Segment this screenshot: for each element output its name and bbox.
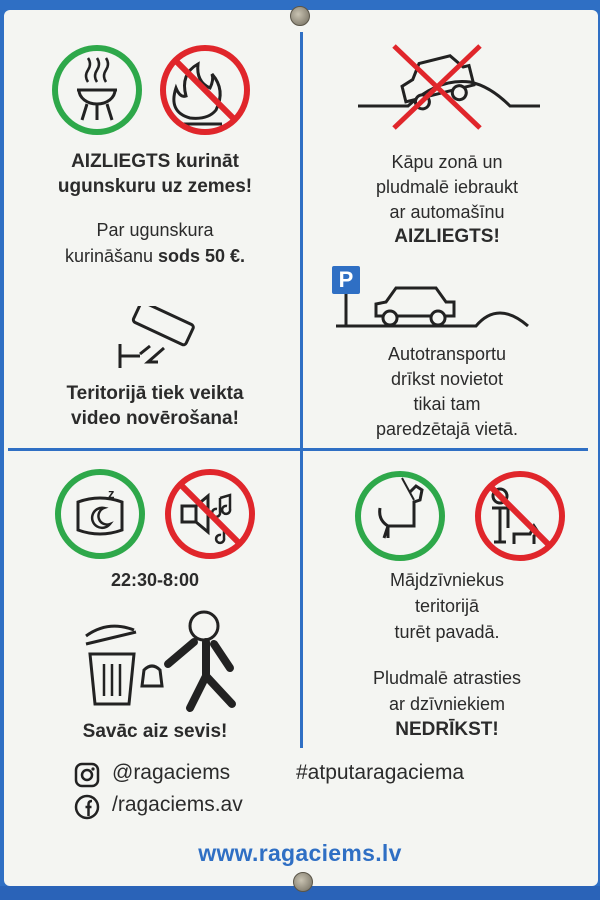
video-surveillance-line2: video novērošana! [71, 408, 239, 429]
video-surveillance-line1: Teritorijā tiek veikta [66, 383, 244, 404]
vertical-divider [300, 32, 303, 748]
litter-icons [80, 606, 250, 714]
instagram-icon [74, 762, 100, 788]
pets-text-line4: Pludmalē atrasties [372, 668, 522, 688]
fire-icons [50, 42, 260, 142]
pets-text-line2: teritorijā [414, 596, 480, 616]
pets-text-line5: ar dzīvniekiem [388, 694, 506, 714]
parking-text-line1: Autotransportu [387, 344, 507, 364]
parking-text-line3: tikai tam [413, 394, 481, 414]
fire-fine-line2 [20, 244, 290, 268]
no-pets-on-beach-icon [478, 474, 562, 558]
quiet-hours-time: 22:30-8:00 [110, 570, 200, 590]
dunes-text-line1: Kāpu zonā un [391, 152, 503, 172]
dunes-text-line3: ar automašīnu [389, 202, 505, 222]
no-driving-on-dunes-icon [356, 42, 546, 134]
parking-text-line2: drīkst novietot [390, 369, 504, 389]
pet-icons [354, 470, 566, 564]
litter-text: Savāc aiz sevis! [82, 721, 228, 742]
instagram-handle[interactable]: @ragaciems [112, 761, 231, 784]
trash-bin-icon [86, 626, 136, 704]
no-open-fire-icon [163, 48, 247, 132]
website-link[interactable]: www.ragaciems.lv [198, 840, 402, 866]
person-with-bag-icon [142, 612, 232, 708]
pets-text-line3: turēt pavadā. [394, 622, 500, 642]
quiet-hours-icons [54, 468, 264, 564]
fire-ban-line1: AIZLIEGTS kurināt [71, 151, 239, 172]
sleep-allowed-icon [58, 472, 142, 556]
dunes-ban-label: AIZLIEGTS! [394, 226, 500, 247]
grill-allowed-icon [55, 48, 139, 132]
cctv-camera-icon [112, 306, 198, 372]
facebook-handle[interactable]: /ragaciems.av [112, 793, 243, 816]
sleep-z-icon: z [108, 486, 115, 501]
pets-ban-label: NEDRĪKST! [395, 719, 499, 740]
fire-fine-amount: sods 50 €. [158, 246, 246, 266]
parked-car-icon [332, 276, 532, 332]
bottom-bolt [293, 872, 313, 892]
facebook-icon [74, 794, 100, 820]
fire-ban-line2: ugunskuru uz zemes! [57, 176, 253, 197]
dunes-text-line2: pludmalē iebraukt [375, 177, 519, 197]
pets-text-line1: Mājdzīvniekus [389, 570, 505, 590]
parking-text-line4: paredzētajā vietā. [375, 419, 519, 439]
no-loud-music-icon [168, 472, 252, 556]
horizontal-divider [8, 448, 588, 451]
top-bolt [290, 6, 310, 26]
parking-sign-icon: P [332, 266, 360, 294]
fire-fine-text: kurināšanu [64, 246, 158, 266]
hashtag: #atputaragaciema [296, 761, 465, 784]
leashed-dog-allowed-icon [358, 474, 442, 558]
fire-fine-line1: Par ugunskura [96, 220, 214, 240]
